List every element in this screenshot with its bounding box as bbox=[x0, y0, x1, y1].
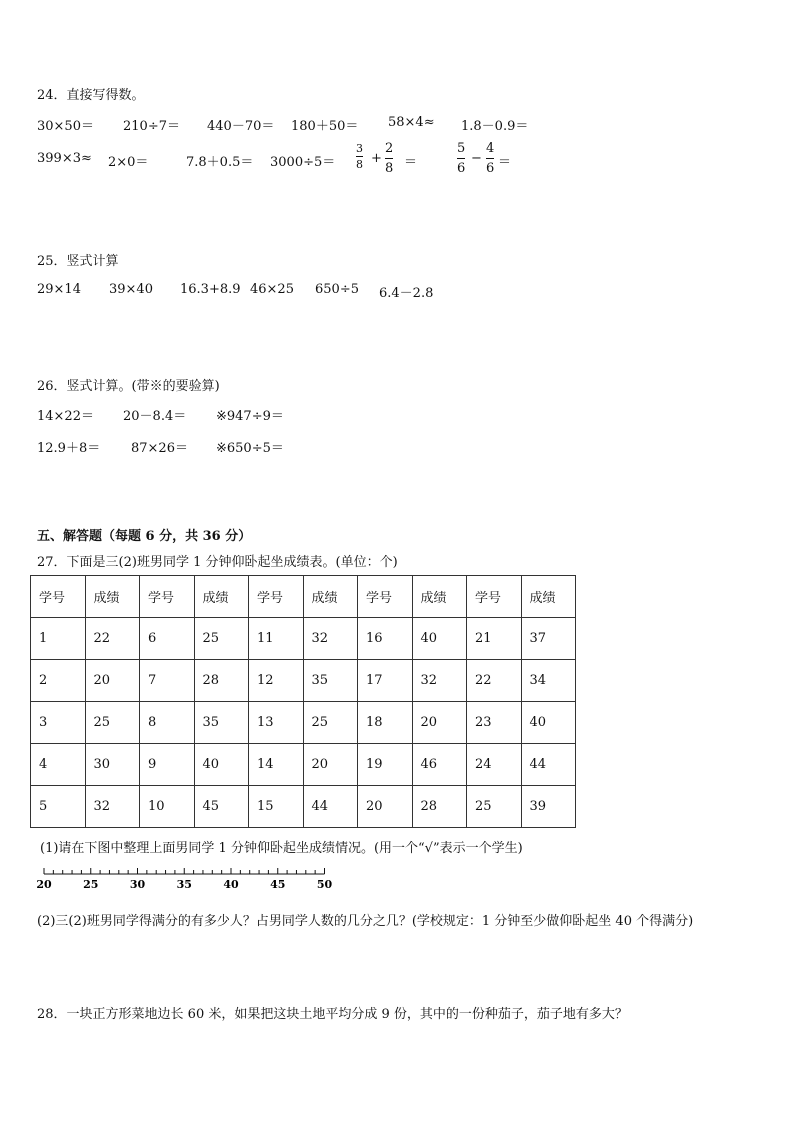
table-cell: 15 bbox=[249, 786, 304, 828]
table-cell: 19 bbox=[358, 744, 413, 786]
table-cell: 8 bbox=[140, 702, 195, 744]
table-cell: 22 bbox=[85, 618, 140, 660]
table-row bbox=[31, 786, 576, 828]
q26-title: 26．竖式计算。(带※的要验算) bbox=[37, 379, 220, 394]
equals-sign: ＝ bbox=[498, 155, 512, 170]
number-line-label: 30 bbox=[129, 878, 146, 891]
table-cell: 25 bbox=[467, 786, 522, 828]
table-cell: 32 bbox=[303, 618, 358, 660]
table-cell: 4 bbox=[31, 744, 86, 786]
table-cell: 17 bbox=[358, 660, 413, 702]
table-cell: 25 bbox=[194, 618, 249, 660]
number-line-label: 25 bbox=[83, 878, 99, 891]
q26-item: ※650÷5＝ bbox=[216, 441, 284, 456]
table-cell: 46 bbox=[412, 744, 467, 786]
table-cell: 9 bbox=[140, 744, 195, 786]
table-cell: 20 bbox=[85, 660, 140, 702]
table-cell: 20 bbox=[412, 702, 467, 744]
q24-item: 180＋50＝ bbox=[291, 119, 359, 134]
minus-sign: − bbox=[471, 151, 482, 166]
q25-item: 16.3+8.9 bbox=[180, 282, 241, 297]
table-header-cell: 成绩 bbox=[85, 576, 140, 618]
table-cell: 22 bbox=[467, 660, 522, 702]
number-line-label: 20 bbox=[36, 878, 52, 891]
table-header-cell: 学号 bbox=[467, 576, 522, 618]
fraction: 4 6 bbox=[486, 141, 495, 176]
number-line bbox=[36, 862, 336, 900]
table-cell: 30 bbox=[85, 744, 140, 786]
table-cell: 32 bbox=[85, 786, 140, 828]
table-cell: 40 bbox=[521, 702, 576, 744]
q26-item: ※947÷9＝ bbox=[216, 409, 284, 424]
table-row bbox=[31, 744, 576, 786]
q25-item: 39×40 bbox=[109, 282, 153, 297]
table-cell: 37 bbox=[521, 618, 576, 660]
table-cell: 12 bbox=[249, 660, 304, 702]
number-line-label: 40 bbox=[223, 878, 239, 891]
q25-item: 650÷5 bbox=[315, 282, 359, 297]
q24-item: 7.8＋0.5＝ bbox=[186, 155, 254, 170]
table-cell: 34 bbox=[521, 660, 576, 702]
q24-item: 399×3≈ bbox=[37, 151, 92, 166]
table-cell: 25 bbox=[85, 702, 140, 744]
table-cell: 21 bbox=[467, 618, 522, 660]
q27-sub1: (1)请在下图中整理上面男同学 1 分钟仰卧起坐成绩情况。(用一个“√”表示一个学生) bbox=[40, 841, 523, 856]
table-row bbox=[31, 618, 576, 660]
table-cell: 23 bbox=[467, 702, 522, 744]
table-cell: 5 bbox=[31, 786, 86, 828]
q24-title: 24．直接写得数。 bbox=[37, 88, 145, 103]
table-header-cell: 学号 bbox=[140, 576, 195, 618]
fraction: 2 8 bbox=[385, 141, 394, 176]
q24-item: 58×4≈ bbox=[388, 115, 435, 130]
q27-sub2: (2)三(2)班男同学得满分的有多少人？占男同学人数的几分之几？(学校规定：1 分钟至少做仰卧起坐 40 个得满分) bbox=[37, 914, 694, 929]
table-cell: 20 bbox=[358, 786, 413, 828]
fraction: 3 8 bbox=[356, 142, 363, 171]
equals-sign: ＝ bbox=[404, 155, 418, 170]
q25-item: 29×14 bbox=[37, 282, 81, 297]
q25-title: 25．竖式计算 bbox=[37, 254, 119, 269]
table-cell: 18 bbox=[358, 702, 413, 744]
q24-item: 3000÷5＝ bbox=[270, 155, 336, 170]
table-header-cell: 成绩 bbox=[303, 576, 358, 618]
table-cell: 44 bbox=[303, 786, 358, 828]
table-cell: 16 bbox=[358, 618, 413, 660]
table-cell: 1 bbox=[31, 618, 86, 660]
table-row bbox=[31, 702, 576, 744]
scores-table bbox=[30, 575, 576, 828]
q25-item: 6.4－2.8 bbox=[379, 286, 434, 301]
q24-item: 210÷7＝ bbox=[123, 119, 180, 134]
table-cell: 14 bbox=[249, 744, 304, 786]
table-cell: 45 bbox=[194, 786, 249, 828]
number-line-label: 35 bbox=[176, 878, 192, 891]
q24-item: 440－70＝ bbox=[207, 119, 275, 134]
plus-sign: + bbox=[371, 151, 382, 166]
fraction: 5 6 bbox=[457, 141, 466, 176]
table-row bbox=[31, 660, 576, 702]
q25-item: 46×25 bbox=[250, 282, 294, 297]
table-cell: 20 bbox=[303, 744, 358, 786]
table-cell: 32 bbox=[412, 660, 467, 702]
table-cell: 6 bbox=[140, 618, 195, 660]
table-header-cell: 学号 bbox=[249, 576, 304, 618]
table-cell: 28 bbox=[194, 660, 249, 702]
table-header-cell: 学号 bbox=[358, 576, 413, 618]
table-header-cell: 成绩 bbox=[194, 576, 249, 618]
section-title: 五、解答题（每题 6 分，共 36 分） bbox=[37, 529, 252, 544]
table-cell: 40 bbox=[412, 618, 467, 660]
table-cell: 24 bbox=[467, 744, 522, 786]
table-cell: 11 bbox=[249, 618, 304, 660]
q24-item: 30×50＝ bbox=[37, 119, 94, 134]
q26-item: 14×22＝ bbox=[37, 409, 94, 424]
number-line-label: 45 bbox=[270, 878, 286, 891]
table-cell: 7 bbox=[140, 660, 195, 702]
q26-item: 12.9＋8＝ bbox=[37, 441, 101, 456]
q24-item: 1.8－0.9＝ bbox=[461, 119, 529, 134]
table-cell: 3 bbox=[31, 702, 86, 744]
q28-title: 28．一块正方形菜地边长 60 米，如果把这块土地平均分成 9 份，其中的一份种茄子，茄子地有多大？ bbox=[37, 1007, 628, 1022]
table-header-cell: 学号 bbox=[31, 576, 86, 618]
table-header-cell: 成绩 bbox=[521, 576, 576, 618]
number-line-svg bbox=[36, 862, 336, 896]
number-line-label: 50 bbox=[316, 878, 333, 891]
table-cell: 13 bbox=[249, 702, 304, 744]
q24-item: 2×0＝ bbox=[108, 155, 149, 170]
table-cell: 25 bbox=[303, 702, 358, 744]
table-header-row bbox=[31, 576, 576, 618]
table-cell: 40 bbox=[194, 744, 249, 786]
table-cell: 35 bbox=[303, 660, 358, 702]
q27-title: 27．下面是三(2)班男同学 1 分钟仰卧起坐成绩表。(单位：个) bbox=[37, 555, 398, 570]
q26-item: 87×26＝ bbox=[131, 441, 188, 456]
q26-item: 20－8.4＝ bbox=[123, 409, 187, 424]
table-cell: 35 bbox=[194, 702, 249, 744]
table-cell: 39 bbox=[521, 786, 576, 828]
table-cell: 10 bbox=[140, 786, 195, 828]
table-header-cell: 成绩 bbox=[412, 576, 467, 618]
table-cell: 2 bbox=[31, 660, 86, 702]
table-cell: 28 bbox=[412, 786, 467, 828]
table-cell: 44 bbox=[521, 744, 576, 786]
